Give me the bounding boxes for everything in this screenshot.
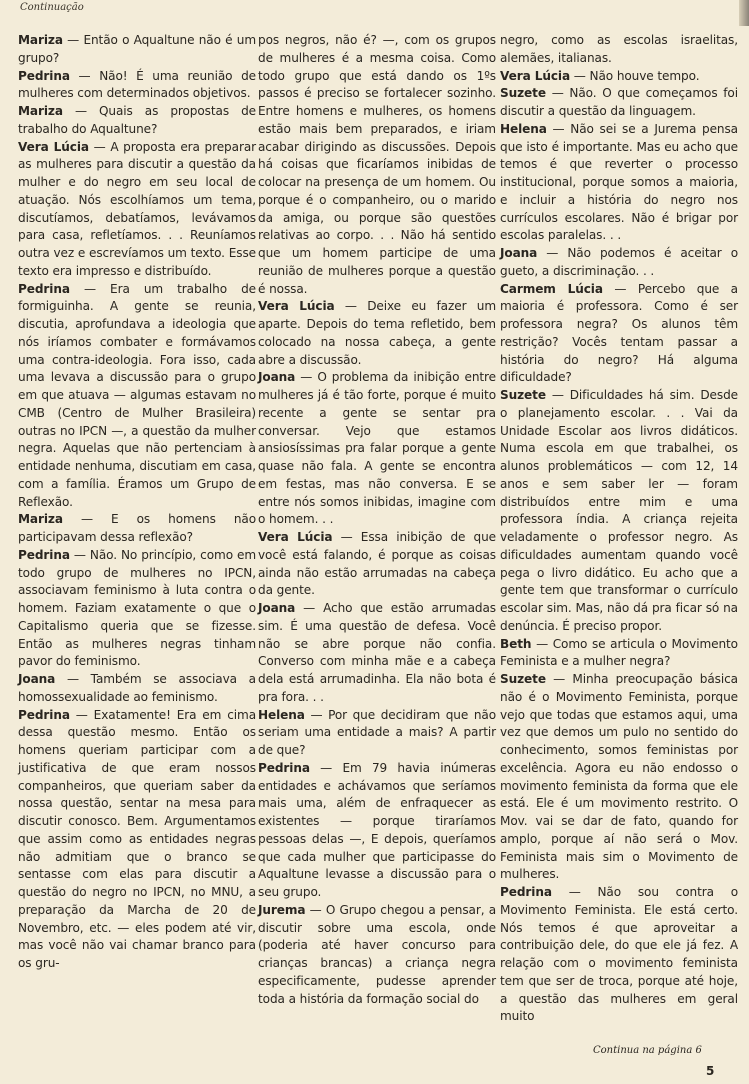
dialogue-paragraph: Jurema — O Grupo chegou a pensar, a discutir sobre uma escola, onde (poderia até haver concurso para crianças brancas) a criança negra especificamente, pudesse aprender toda a história da formação social do [258, 902, 496, 1006]
dialogue-paragraph: Helena — Não sei se a Jurema pensa que isto é importante. Mas eu acho que temos é que reverter o processo institucional, porque somos a maioria, e incluir a história do negro nos currículos escolares. Não é brigar por escolas paralelas. . . [500, 121, 738, 243]
continuation-header: Continuação [20, 2, 84, 13]
dialogue-paragraph: Carmem Lúcia — Percebo que a maioria é professora. Como é ser professora negra? Os alunos têm restrição? Vocês tentam passar a história do negro? Há alguma dificuldade? [500, 281, 738, 385]
speech-text: Era um trabalho de formiguinha. A gente se reunia, discutia, aprofundava a ideologia que nós iríamos combater e formávamos uma contra-ideologia. Fora isso, cada uma levava a discussão para o grupo em que atuava — algumas estavam no CMB (Centro de Mulher Brasileira) outras no IPCN —, a questão da mulher negra. Aquelas que não pertenciam à entidade nenhuma, discutiam em casa, com a família. Éramos um Grupo de Reflexão. [18, 281, 256, 509]
speech-text: Percebo que a maioria é professora. Como é ser professora negra? Os alunos têm restrição? Vocês tentam passar a história do negro? Há alguma dificuldade? [500, 281, 738, 385]
speaker-name: Vera Lúcia [18, 139, 89, 154]
speaker-name: Vera Lúcia [258, 530, 333, 544]
dialogue-paragraph: Mariza — E os homens não participavam dessa reflexão? [18, 512, 257, 544]
dialogue-paragraph: Pedrina — Não! É uma reunião de mulheres com determinados objetivos. [18, 68, 257, 101]
speaker-name: Suzete [500, 672, 546, 686]
speech-text: Exatamente! Era em cima dessa questão mesmo. Então os homens queriam participar com a justificativa de que eram nossos companheiros, que queriam saber da nossa questão, sentar na mesa para discutir conosco. Bem. Argumentamos que assim como as entidades negras não admitiam que o branco se sentasse com elas para discutir a questão do negro no IPCN, no MNU, a preparação da Marcha de 20 de Novembro, etc. — eles podem até vir, mas você não vai chamar branco para os gru- [18, 707, 256, 970]
speaker-name: Mariza [18, 512, 63, 527]
dialogue-paragraph: Pedrina — Não sou contra o Movimento Feminista. Ele está certo. Nós temos é que aproveitar a contribuição dele, do que ele já fez. A relação com o movimento feminista tem que ser de troca, porque até hoje, a questão das mulheres em geral muito [500, 885, 738, 1024]
speaker-name: Carmem Lúcia [500, 281, 603, 296]
dialogue-paragraph: Pedrina — Em 79 havia inúmeras entidades e achávamos que seríamos mais uma, além de enfraquecer as existentes — porque tiraríamos pessoas delas —, E depois, queríamos que cada mulher que participasse do Aqualtune levasse a discussão para o seu grupo. [258, 760, 496, 899]
page-number: 5 [706, 1064, 715, 1078]
dialogue-paragraph: Pedrina — Era um trabalho de formiguinha. A gente se reunia, discutia, aprofundava a ideologia que nós iríamos combater e formávamos uma contra-ideologia. Fora isso, cada uma levava a discussão para o grupo em que atuava — algumas estavam no CMB (Centro de Mulher Brasileira) outras no IPCN —, a questão da mulher negra. Aquelas que não pertenciam à entidade nenhuma, discutiam em casa, com a família. Éramos um Grupo de Reflexão. [18, 281, 256, 509]
dialogue-paragraph: Pedrina — Não. No princípio, como em todo grupo de mulheres no IPCN, associavam feminismo à luta contra o homem. Faziam exatamente o que o Capitalismo queria que se fizesse. Então as mulheres negras tinham pavor do feminismo. [18, 547, 257, 669]
dialogue-paragraph: Joana — O problema da inibição entre mulheres já é tão forte, porque é muito recente a gente se sentar pra conversar. Vejo que estamos ansiosíssimas pra falar porque a gente quase não fala. A gente se encontra em festas, mas não conversa. E se entre nós somos inibidas, imagine com o homem. . . [258, 370, 497, 527]
speaker-name: Joana [18, 672, 56, 686]
speaker-name: Vera Lúcia [258, 299, 335, 314]
speaker-name: Mariza [18, 104, 63, 118]
speech-text: Em 79 havia inúmeras entidades e achávamos que seríamos mais uma, além de enfraquecer as existentes — porque tiraríamos pessoas delas —, E depois, queríamos que cada mulher que participasse do Aqualtune levasse a discussão para o seu grupo. [258, 760, 496, 899]
speech-text: Como se articula o Movimento Feminista e a mulher negra? [500, 636, 738, 669]
speech-text: Não houve tempo. [589, 68, 700, 83]
text-column-2 [258, 32, 496, 1008]
speaker-name: Pedrina [258, 760, 310, 775]
speech-text: A proposta era preparar as mulheres para discutir a questão da mulher e do negro em seu local de atuação. Nós escolhíamos um tema, discutíamos, debatíamos, levávamos para casa, refletíamos. . . Reuníamos outra vez e escrevíamos um texto. Esse texto era impresso e distribuído. [18, 139, 257, 278]
dialogue-paragraph [258, 32, 496, 298]
speech-text: negro, como as escolas israelitas, alemães, italianas. [500, 33, 738, 65]
dialogue-paragraph: Vera Lúcia — A proposta era preparar as mulheres para discutir a questão da mulher e do negro em seu local de atuação. Nós escolhíamos um tema, discutíamos, debatíamos, levávamos para casa, refletíamos. . . Reuníamos outra vez e escrevíamos um texto. Esse texto era impresso e distribuído. [18, 139, 257, 278]
dialogue-paragraph: Suzete — Minha preocupação básica não é o Movimento Feminista, porque vejo que todas que estamos aqui, uma vez que demos um pulo no sentido do conhecimento, somos feministas por excelência. Agora eu não endosso o movimento feminista da forma que ele está. Ele é um movimento restrito. O Mov. vai se dar de fato, quando for amplo, porque aí não será o Mov. Feminista mais sim o Movimento de mulheres. [500, 672, 738, 882]
speaker-name: Pedrina [18, 547, 70, 562]
speaker-name: Joana [258, 370, 296, 385]
speech-text: Não. O que começamos foi discutir a questão da linguagem. [500, 86, 738, 118]
speaker-name: Joana [258, 601, 296, 615]
continued-on-note: Continua na página 6 [593, 1045, 702, 1056]
dialogue-paragraph: Joana — Também se associava a homossexualidade ao feminismo. [18, 672, 256, 704]
speech-text: O problema da inibição entre mulheres já é tão forte, porque é muito recente a gente se sentar pra conversar. Vejo que estamos ansiosíssimas pra falar porque a gente quase não fala. A gente se encontra em festas, mas não conversa. E se entre nós somos inibidas, imagine com o homem. . . [258, 370, 497, 527]
dialogue-paragraph: Vera Lúcia — Não houve tempo. [500, 68, 700, 83]
speaker-name: Vera Lúcia [500, 68, 571, 83]
speaker-name: Pedrina [18, 68, 70, 83]
dialogue-paragraph: Joana — Acho que estão arrumadas sim. É uma questão de defesa. Você não se abre porque não confia. Converso com minha mãe e a cabeça dela está arrumadinha. Ela não bota é pra fora. . . [258, 601, 496, 704]
speech-text: Por que decidiram que não seriam uma entidade a mais? A partir de que? [258, 707, 496, 757]
dialogue-paragraph: Mariza — Quais as propostas de trabalho do Aqualtune? [18, 104, 256, 136]
speech-text: Não sei se a Jurema pensa que isto é importante. Mas eu acho que temos é que reverter o processo institucional, porque somos a maioria, e incluir a história do negro nos currículos escolares. Não é brigar por escolas paralelas. . . [500, 121, 738, 243]
speech-text: Minha preocupação básica não é o Movimento Feminista, porque vejo que todas que estamos aqui, uma vez que demos um pulo no sentido do conhecimento, somos feministas por excelência. Agora eu não endosso o movimento feminista da forma que ele está. Ele é um movimento restrito. O Mov. vai se dar de fato, quando for amplo, porque aí não será o Mov. Feminista mais sim o Movimento de mulheres. [500, 672, 738, 882]
speaker-name: Beth [500, 636, 532, 651]
speaker-name: Pedrina [500, 885, 552, 899]
speech-text: Não sou contra o Movimento Feminista. Ele está certo. Nós temos é que aproveitar a contribuição dele, do que ele já fez. A relação com o movimento feminista tem que ser de troca, porque até hoje, a questão das mulheres em geral muito [500, 885, 738, 1024]
speaker-name: Helena [500, 121, 547, 136]
speech-text: pos negros, não é? —, com os grupos de mulheres é a mesma coisa. Como todo grupo que está dando os 1ºs passos é preciso se fortalecer sozinho. Entre homens e mulheres, os homens estão mais bem preparados, e iriam acabar dirigindo as discussões. Depois há coisas que ficaríamos inibidas de colocar na presença de um homem. Ou porque é o companheiro, ou o marido da amiga, ou porque são questões relativas ao corpo. . . Não há sentido que um homem participe de uma reunião de mulheres porque a questão é nossa. [258, 33, 496, 296]
speaker-name: Jurema [258, 902, 306, 917]
speech-text: Também se associava a homossexualidade ao feminismo. [18, 672, 256, 704]
dialogue-paragraph: Mariza — Então o Aqualtune não é um grupo? [18, 33, 257, 65]
speech-text: O Grupo chegou a pensar, a discutir sobre uma escola, onde (poderia até haver concurso para crianças brancas) a criança negra especificamente, pudesse aprender toda a história da formação social do [258, 902, 496, 1006]
speaker-name: Joana [500, 246, 538, 260]
dialogue-paragraph: Suzete — Não. O que começamos foi discutir a questão da linguagem. [500, 86, 738, 118]
speaker-name: Pedrina [18, 707, 70, 722]
speech-text: Então o Aqualtune não é um grupo? [18, 33, 257, 65]
dialogue-paragraph: Beth — Como se articula o Movimento Feminista e a mulher negra? [500, 636, 738, 669]
dialogue-paragraph: Vera Lúcia — Deixe eu fazer um aparte. Depois do tema refletido, bem colocado na nossa cabeça, a gente abre a discussão. [258, 299, 497, 367]
text-column-3 [500, 32, 738, 1026]
dialogue-paragraph: Suzete — Dificuldades há sim. Desde o planejamento escolar. . . Vai da Unidade Escolar aos livros didáticos. Numa escola em que trabalhei, os alunos problemáticos — com 12, 14 anos e sem saber ler — foram distribuídos entre mim e uma professora índia. A criança rejeita veladamente o professor negro. As dificuldades aumentam quando você pega o livro didático. Eu acho que a gente tem que transformar o currículo escolar sim. Mas, não dá pra ficar só na denúncia. É preciso propor. [500, 388, 738, 633]
speech-text: Essa inibição de que você está falando, é porque as coisas ainda não estão arrumadas na cabeça da gente. [258, 530, 497, 598]
dialogue-paragraph: Helena — Por que decidiram que não seriam uma entidade a mais? A partir de que? [258, 707, 496, 757]
speaker-name: Suzete [500, 86, 546, 101]
speaker-name: Suzete [500, 388, 546, 402]
dialogue-paragraph: Joana — Não podemos é aceitar o gueto, a discriminação. . . [500, 246, 738, 278]
speech-text: Não. No princípio, como em todo grupo de mulheres no IPCN, associavam feminismo à luta contra o homem. Faziam exatamente o que o Capitalismo queria que se fizesse. Então as mulheres negras tinham pavor do feminismo. [18, 547, 257, 669]
page-corner-shadow [739, 0, 749, 26]
speech-text: E os homens não participavam dessa reflexão? [18, 512, 257, 544]
speech-text: Não podemos é aceitar o gueto, a discriminação. . . [500, 246, 738, 278]
speech-text: Deixe eu fazer um aparte. Depois do tema refletido, bem colocado na nossa cabeça, a gente abre a discussão. [258, 299, 497, 367]
speaker-name: Pedrina [18, 281, 70, 296]
dialogue-paragraph [500, 32, 738, 68]
speaker-name: Helena [258, 707, 305, 722]
speech-text: Não! É uma reunião de mulheres com determinados objetivos. [18, 68, 257, 101]
speaker-name: Mariza [18, 33, 63, 47]
text-column-1 [18, 32, 256, 973]
dialogue-paragraph: Pedrina — Exatamente! Era em cima dessa questão mesmo. Então os homens queriam participar com a justificativa de que eram nossos companheiros, que queriam saber da nossa questão, sentar na mesa para discutir conosco. Bem. Argumentamos que assim como as entidades negras não admitiam que o branco se sentasse com elas para discutir a questão do negro no IPCN, no MNU, a preparação da Marcha de 20 de Novembro, etc. — eles podem até vir, mas você não vai chamar branco para os gru- [18, 707, 256, 970]
speech-text: Acho que estão arrumadas sim. É uma questão de defesa. Você não se abre porque não confia. Converso com minha mãe e a cabeça dela está arrumadinha. Ela não bota é pra fora. . . [258, 601, 496, 704]
speech-text: Dificuldades há sim. Desde o planejamento escolar. . . Vai da Unidade Escolar aos livros didáticos. Numa escola em que trabalhei, os alunos problemáticos — com 12, 14 anos e sem saber ler — foram distribuídos entre mim e uma professora índia. A criança rejeita veladamente o professor negro. As dificuldades aumentam quando você pega o livro didático. Eu acho que a gente tem que transformar o currículo escolar sim. Mas, não dá pra ficar só na denúncia. É preciso propor. [500, 388, 738, 633]
speech-text: Quais as propostas de trabalho do Aqualtune? [18, 104, 256, 136]
dialogue-paragraph: Vera Lúcia — Essa inibição de que você está falando, é porque as coisas ainda não estão arrumadas na cabeça da gente. [258, 530, 497, 598]
